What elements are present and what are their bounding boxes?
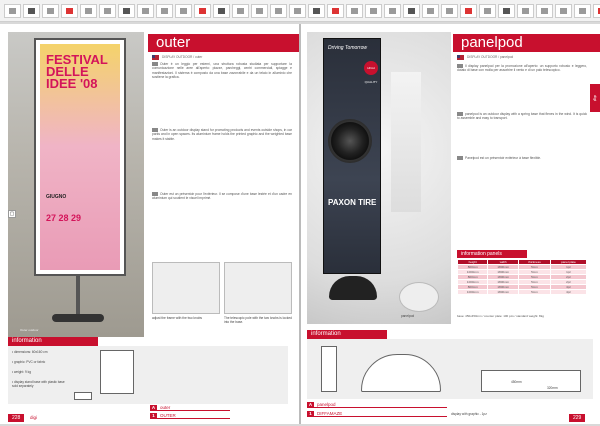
outer-diagram [100,350,134,394]
pole-diagram [321,346,337,392]
thumbnail[interactable] [80,4,97,18]
paragraph-it: Il display panelpod per la promozione all'aperto: un supporto robusto e leggero, dotato di base con molla per assorbire il vento e di un palo telescopico. [457,64,587,73]
panel-diagram [481,370,581,392]
poster-dates: 27 28 29 [46,213,82,223]
inset-photo-pole [224,262,292,314]
banner-brand: PAXON TIRE [328,198,377,207]
person-silhouette [391,72,421,212]
paragraph-fr: Panelpod est un présentoir extérieur à base flexible. [457,156,587,184]
table-cell: 5mm [518,275,550,280]
thumbnail[interactable] [574,4,591,18]
stand-base [52,314,104,322]
info-line-3: • weight: 9 kg [12,370,32,374]
table-cell: 1pz [550,265,586,270]
info-title: information [307,330,387,339]
thumbnail[interactable] [422,4,439,18]
stand-pole [76,276,80,316]
caption-knobs: adjust the frame with the two knobs [152,316,202,320]
panelpod-photo [307,32,451,324]
page-number: 229 [569,414,585,422]
page-tab-label: digi [30,415,38,420]
table-header: panel plate [550,260,586,265]
page-number: 228 [8,414,24,422]
table-cell: 2pz [550,280,586,285]
spring-base [329,276,377,300]
thumbnail[interactable] [441,4,458,18]
footer-panelpod-code: 1 DIFFAMAZE [307,411,447,417]
thumbnail[interactable] [327,4,344,18]
outer-photo [8,32,144,337]
thumbnail[interactable] [194,4,211,18]
thumbnail[interactable] [118,4,135,18]
thumbnail[interactable] [403,4,420,18]
thumbnail[interactable] [4,4,21,18]
footer-note: display with graphic - 1pz [451,412,487,416]
right-page [301,24,600,424]
flag-icon [152,55,159,60]
paragraph-fr: Outer est un présentoir pour l'extérieur. Il se compose d'une base lestée et d'un cadre en aluminium qui soutient le visuel imprimé. [152,192,292,201]
poster-subtitle: GIUGNO [46,194,67,200]
dimension-a: 450mm [511,380,522,384]
table-cell: 800mm [458,285,488,290]
page-subtitle: DISPLAY OUTDOOR / panelpod [467,55,514,59]
table-cell: 1800mm [488,290,518,295]
thumbnail[interactable] [308,4,325,18]
table-cell: 1000mm [458,280,488,285]
thumbnail[interactable] [346,4,363,18]
part-label: panelpod [401,314,415,318]
paragraph-it: Outer è un leggio per esterni, una struttura robusta studiata per supportare la comunicazione nelle aree all'aperto: piazze, parcheggi, centri commerciali, spiagge e manifestazioni. Il sistema è composto da una base zavorrabile e da un telaio in alluminio che sostiene la grafica. [152,62,292,80]
thumbnail[interactable] [99,4,116,18]
page-title: outer [148,34,299,52]
table-header: height [458,260,488,265]
dimension-b: 320mm [547,386,558,390]
info-line-2: • graphic: PVC or fabric [12,360,46,364]
info-box [8,346,288,404]
banner-headline: Driving Tomorrow [328,45,367,51]
paragraph-en: Outer is an outdoor display stand for promoting products and events outside shops, in car parks and in open spaces. Its aluminium frame holds the printed graphic and the weighted base makes it stable. [152,128,292,141]
table-cell: 4pz [550,290,586,295]
thumbnail[interactable] [42,4,59,18]
table-cell: 1000mm [458,290,488,295]
photo-credit: Outer outdoor [20,328,39,332]
table-cell: 1000mm [458,270,488,275]
table-cell: 1800mm [488,285,518,290]
quality-badge: HIGH QUALITY [364,61,378,75]
base-diagram [74,392,92,400]
thumbnail[interactable] [213,4,230,18]
thumbnail[interactable] [498,4,515,18]
thumbnail[interactable] [365,4,382,18]
banner [323,38,381,274]
tire-image [328,119,372,163]
info-line-4: • display stand base with plastic base sold separately [12,380,65,389]
thumbnail[interactable] [536,4,553,18]
table-cell: 800mm [458,275,488,280]
table-cell: 1800mm [488,270,518,275]
table-cell: 5mm [518,290,550,295]
table-note: base: 450x450mm / counter plate: 100 pcs / standard weight: 8kg [457,314,544,318]
thumbnail[interactable] [156,4,173,18]
table-cell: 1800mm [488,275,518,280]
thumbnail[interactable] [23,4,40,18]
side-tab: digi [590,84,600,112]
thumbnail[interactable] [175,4,192,18]
table-cell: 1pz [550,270,586,275]
poster-title: FESTIVAL DELLE IDEE '08 [46,52,108,91]
flag-icon [457,55,464,60]
thumbnail-strip [0,0,600,22]
spec-table [457,259,587,295]
left-page [0,24,299,424]
inset-base-photo [399,282,439,312]
thumbnail[interactable] [479,4,496,18]
table-cell: 2pz [550,275,586,280]
table-cell: 1800mm [488,280,518,285]
footer-outer-code: 1 OUTER [150,413,230,419]
thumbnail[interactable] [270,4,287,18]
poster [34,38,126,276]
thumbnail[interactable] [460,4,477,18]
table-cell: 5mm [518,285,550,290]
info-title: information [8,337,98,346]
footer-outer: A outer [150,405,230,411]
inset-photo-knob [152,262,220,314]
paragraph-en: panelpod is an outdoor display with a spring base that flexes in the wind. It is quick to assemble and easy to transport. [457,112,587,121]
page-subtitle: DISPLAY OUTDOOR / outer [162,55,203,59]
thumbnail[interactable] [251,4,268,18]
caption-pole: The telescopic pole with the two knobs is locked into the base. [224,316,292,325]
page-title: panelpod [453,34,600,52]
table-header: width [488,260,518,265]
table-cell: 5mm [518,280,550,285]
thumbnail[interactable] [289,4,306,18]
thumbnail[interactable] [232,4,249,18]
table-cell: 5mm [518,270,550,275]
table-cell: 800mm [458,265,488,270]
thumbnail[interactable] [384,4,401,18]
table-title: information panels [457,250,527,258]
thumbnail[interactable] [517,4,534,18]
table-cell: 4pz [550,285,586,290]
badge-marker: ▢ [9,211,15,217]
footer-panelpod: A panelpod [307,402,447,408]
table-header: thickness [518,260,550,265]
info-line-1: • dimensions: 60x160 cm [12,350,48,354]
table-cell: 1800mm [488,265,518,270]
thumbnail[interactable] [137,4,154,18]
table-cell: 5mm [518,265,550,270]
thumbnail[interactable] [593,4,600,18]
table-row [458,290,587,295]
thumbnail[interactable] [61,4,78,18]
thumbnail[interactable] [555,4,572,18]
